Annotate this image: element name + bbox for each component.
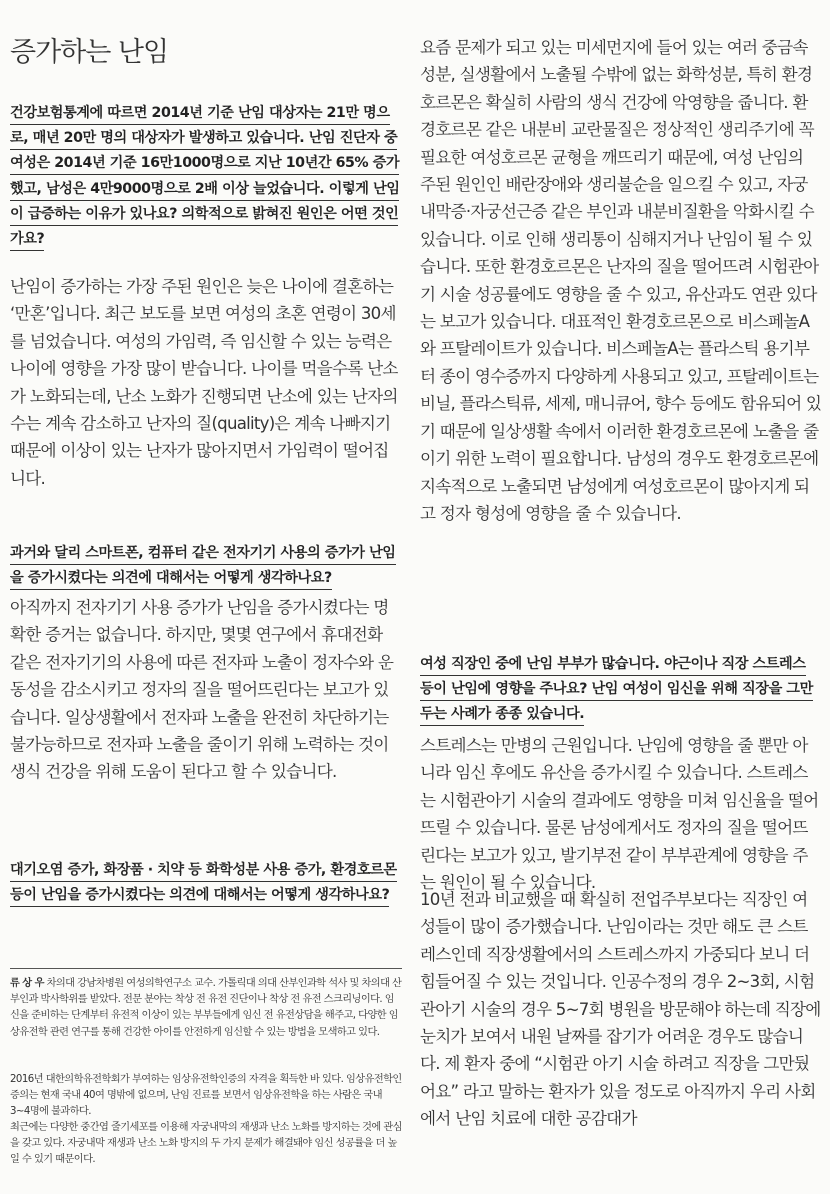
- author-bio-text-1: 차의대 강남차병원 여성의학연구소 교수. 가톨릭대 의대 산부인과학 석사 및 차의대 산부인과 박사학위를 받았다. 전문 분야는 착상 전 유전 진단이나 착상 전 유전 스크리닝이다. 임신을 준비하는 단계부터 유전적 이상이 있는 부부들에게 임신 전 유전상담을 해주고, 다양한 임상유전학 관련 연구를 통해 건강한 아이를 안전하게 임신할 수 있는 방법을 모색하고 있다.: [10, 978, 402, 1038]
- answer-2: 아직까지 전자기기 사용 증가가 난임을 증가시켰다는 명확한 증거는 없습니다. 하지만, 몇몇 연구에서 휴대전화 같은 전자기기의 사용에 따른 전자파 노출이 정자수와 운동성을 감소시키고 정자의 질을 떨어뜨린다는 보고가 있습니다. 일상생활에서 전자파 노출을 완전히 차단하기는 불가능하므로 전자파 노출을 줄이기 위해 노력하는 것이 생식 건강을 위해 도움이 된다고 할 수 있습니다.: [10, 598, 394, 782]
- answer-4b: 10년 전과 비교했을 때 확실히 전업주부보다는 직장인 여성들이 많이 증가했습니다. 난임이라는 것만 해도 큰 스트레스인데 직장생활에서의 스트레스까지 가중되다 보니 더 힘들어질 수 있는 것입니다. 인공수정의 경우 2~3회, 시험관아기 시술의 경우 5~7회 병원을 방문해야 하는데 직장에 눈치가 보여서 내원 날짜를 잡기가 어려운 경우도 많습니다. 제 환자 중에 “시험관 아기 시술 하려고 직장을 그만뒀어요” 라고 말하는 환자가 있을 정도로 아직까지 우리 사회에서 난임 치료에 대한 공감대가: [420, 890, 821, 1129]
- question-2: [10, 541, 402, 591]
- question-1: [10, 101, 402, 252]
- question-1-text: 건강보험통계에 따르면 2014년 기준 난임 대상자는 21만 명으로, 매년 20만 명의 대상자가 발생하고 있습니다. 난임 진단자 중 여성은 2014년 기준 16만1000명으로 지난 10년간 65% 증가했고, 남성은 4만9000명으로 2배 이상 늘었습니다. 이렇게 난임이 급증하는 이유가 있나요? 의학적으로 밝혀진 원인은 어떤 것인가요?: [10, 105, 399, 251]
- page-title: 증가하는 난임: [10, 37, 169, 68]
- question-3-text: 대기오염 증가, 화장품 · 치약 등 화학성분 사용 증가, 환경호르몬 등이 난임을 증가시켰다는 의견에 대해서는 어떻게 생각하나요?: [10, 862, 397, 907]
- answer-4a: 스트레스는 만병의 근원입니다. 난임에 영향을 줄 뿐만 아니라 임신 후에도 유산을 증가시킬 수 있습니다. 스트레스는 시험관아기 시술의 결과에도 영향을 미쳐 임신율을 떨어뜨릴 수 있습니다. 물론 남성에게서도 정자의 질을 떨어뜨린다는 보고가 있고, 발기부전 같이 부부관계에 영향을 주는 원인이 될 수 있습니다.: [420, 736, 819, 893]
- answer-3: 요즘 문제가 되고 있는 미세먼지에 들어 있는 여러 중금속 성분, 실생활에서 노출될 수밖에 없는 화학성분, 특히 환경호르몬은 확실히 사람의 생식 건강에 악영향을 줍니다. 환경호르몬 같은 내분비 교란물질은 정상적인 생리주기에 꼭 필요한 여성호르몬 균형을 깨뜨리기 때문에, 여성 난임의 주된 원인인 배란장애와 생리불순을 일으킬 수 있고, 자궁내막증·자궁선근증 같은 부인과 내분비질환을 악화시킬 수 있습니다. 이로 인해 생리통이 심해지거나 난임이 될 수 있습니다. 또한 환경호르몬은 난자의 질을 떨어뜨려 시험관아기 시술 성공률에도 영향을 줄 수 있고, 유산과도 연관 있다는 보고가 있습니다. 대표적인 환경호르몬으로 비스페놀A와 프탈레이트가 있습니다. 비스페놀A는 플라스틱 용기부터 종이 영수증까지 다양하게 사용되고 있고, 프탈레이트는 비닐, 플라스틱류, 세제, 매니큐어, 향수 등에도 함유되어 있기 때문에 일상생활 속에서 이러한 환경호르몬에 노출을 줄이기 위한 노력이 필요합니다. 남성의 경우도 환경호르몬에 지속적으로 노출되면 남성에게 여성호르몬이 많아지게 되고 정자 형성에 영향을 줄 수 있습니다.: [420, 38, 822, 523]
- author-bio-3: 최근에는 다양한 중간엽 줄기세포를 이용해 자궁내막의 재생과 난소 노화를 방지하는 것에 관심을 갖고 있다. 자궁내막 재생과 난소 노화 방지의 두 가지 문제가 해결돼야 임신 성공률을 더 높일 수 있기 때문이다.: [10, 1122, 402, 1166]
- author-bio-1: [10, 976, 402, 1041]
- answer-1: 난임이 증가하는 가장 주된 원인은 늦은 나이에 결혼하는 ‘만혼’입니다. 최근 보도를 보면 여성의 초혼 연령이 30세를 넘었습니다. 여성의 가임력, 즉 임신할 수 있는 능력은 나이에 영향을 가장 많이 받습니다. 나이를 먹을수록 난소가 노화되는데, 난소 노화가 진행되면 난소에 있는 난자의 수는 계속 감소하고 난자의 질(quality)은 계속 나빠지기 때문에 이상이 있는 난자가 많아지면서 가임력이 떨어집니다.: [10, 277, 398, 488]
- question-2-text: 과거와 달리 스마트폰, 컴퓨터 같은 전자기기 사용의 증가가 난임을 증가시켰다는 의견에 대해서는 어떻게 생각하나요?: [10, 545, 396, 590]
- question-4-text: 여성 직장인 중에 난임 부부가 많습니다. 야근이나 직장 스트레스 등이 난임에 영향을 주나요? 난임 여성이 임신을 위해 직장을 그만두는 사례가 종종 있습니다.: [420, 656, 813, 726]
- question-4: [420, 652, 822, 728]
- author-bio-2: 2016년 대한의학유전학회가 부여하는 임상유전학인증의 자격을 획득한 바 있다. 임상유전학인증의는 현재 국내 40여 명밖에 없으며, 난임 진료를 보면서 임상유전학을 하는 사람은 국내 3~4명에 불과하다.: [10, 1074, 402, 1118]
- bio-divider: [10, 968, 402, 969]
- author-name: 류 상 우: [10, 978, 44, 989]
- question-3: [10, 858, 402, 908]
